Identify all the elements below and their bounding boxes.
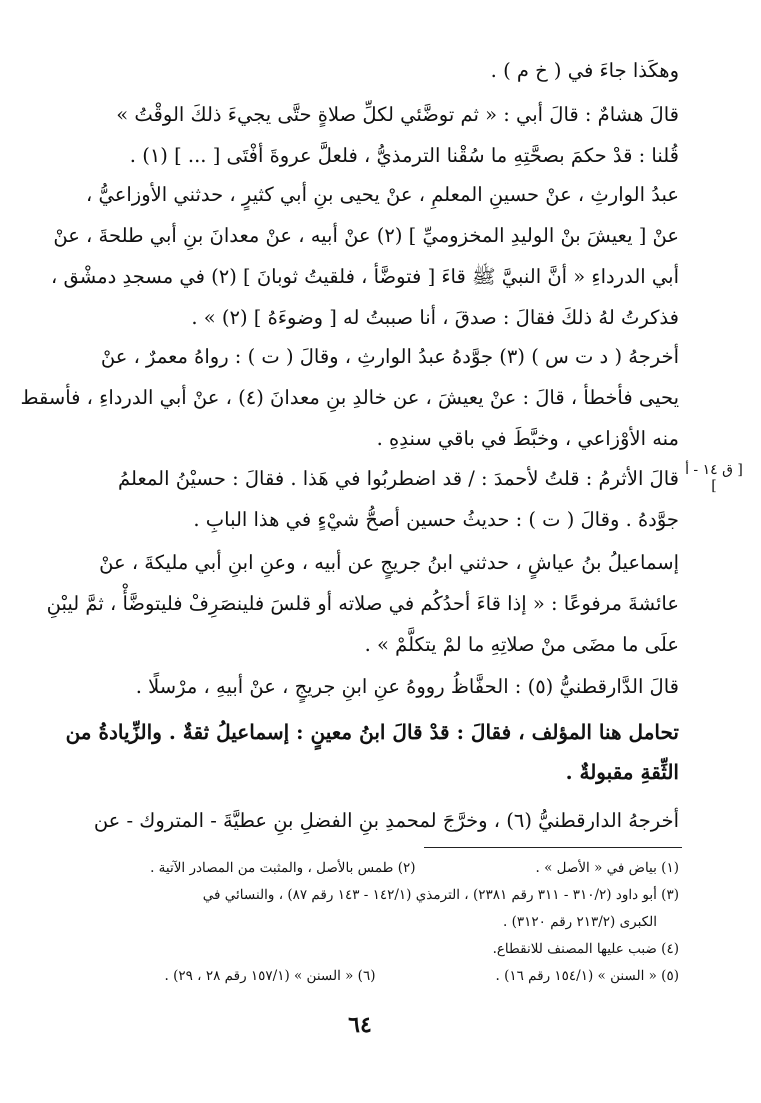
text-line: الثِّقةِ مقبولةٌ . [565, 760, 679, 784]
paragraph-5 [46, 542, 679, 665]
text-line: قُلنا : قدْ حكمَ بصحَّتِهِ ما سُقْنا الترمذيُّ ، فلعلَّ عروةَ أفْتَى [ ... ] (١) . [129, 144, 679, 167]
footnote-2: (٢) طمس بالأصل ، والمثبت من المصادر الآتية . [150, 860, 416, 876]
author-commentary [65, 712, 679, 792]
text-line: تحامل هنا المؤلف ، فقالَ : قدْ قالَ ابنُ معينٍ : إسماعيلُ ثقةٌ . والزِّيادةُ من [65, 720, 679, 744]
page-number: ٦٤ [348, 1012, 372, 1038]
text-line: قالَ الأثرمُ : قلتُ لأحمدَ : / قد اضطربُوا في هَذا . فقالَ : حسيْنُ المعلمُ [118, 467, 679, 490]
text-line: أخرجهُ ( د ت س ) (٣) جوَّدهُ عبدُ الوارثِ ، وقالَ ( ت ) : رواهُ معمرٌ ، عنْ [100, 345, 679, 368]
text-line: وهكَذا جاءَ في ( خ م ) . [490, 59, 679, 82]
paragraph-4 [79, 458, 679, 540]
footnote-4: (٤) ضبب عليها المصنف للانقطاع. [492, 941, 679, 957]
manuscript-folio-marker: [ ق ١٤ - أ ] [685, 462, 743, 494]
footnote-3-continued: الكبرى (٢١٣/٢ رقم ٣١٢٠) . [503, 914, 657, 930]
footnote-3: (٣) أبو داود (٣١٠/٢ - ٣١١ رقم ٢٣٨١) ، الترمذي (١٤٢/١ - ١٤٣ رقم ٨٧) ، والنسائي في [202, 887, 679, 903]
paragraph-1 [79, 94, 679, 176]
paragraph-8 [79, 800, 679, 841]
text-line: علَى ما مضَى منْ صلاتِهِ ما لمْ يتكلَّمْ » . [364, 633, 679, 656]
footnote-1: (١) بياض في « الأصل » . [535, 860, 679, 876]
footnote-divider [424, 847, 682, 848]
text-line: أخرجهُ الدارقطنيُّ (٦) ، وخرَّجَ لمحمدِ بنِ الفضلِ بنِ عطيَّةَ - المتروك - عن [93, 809, 679, 832]
text-line: قالَ هشامٌ : قالَ أبي : « ثم توضَّئي لكلِّ صلاةٍ حتَّى يجيءَ ذلكَ الوقْتُ » [116, 103, 679, 126]
paragraph-0 [79, 50, 679, 91]
text-line: فذكرتُ لهُ ذلكَ فقالَ : صدقَ ، أنا صببتُ له [ وضوءَهُ ] (٢) » . [191, 306, 679, 329]
text-line: قالَ الدَّارقطنيُّ (٥) : الحفَّاظُ رووهُ عنِ ابنِ جريجٍ ، عنْ أبيهِ ، مرْسلًا . [135, 675, 679, 698]
text-line: منه الأوْزاعي ، وخبَّطَ في باقي سندِهِ . [376, 427, 679, 450]
paragraph-3 [20, 336, 679, 459]
text-line: جوَّدهُ . وقالَ ( ت ) : حديثُ حسين أصحُّ شيْءٍ في هذا البابِ . [193, 508, 679, 531]
footnote-5: (٥) « السنن » (١٥٤/١ رقم ١٦) . [495, 968, 679, 984]
text-line: عنْ [ يعيشَ بنْ الوليدِ المخزوميِّ ] (٢) عنْ أبيه ، عنْ معدانَ بنِ أبي طلحةَ ، عنْ [53, 224, 679, 247]
text-line: عبدُ الوارثِ ، عنْ حسينِ المعلمِ ، عنْ يحيى بنِ أبي كثيرٍ ، حدثني الأوزاعيُّ ، [85, 183, 679, 206]
text-line: عائشةَ مرفوعًا : « إذا قاءَ أحدُكُم في صلاته أو قلسَ فلينصَرِفْ فليتوضَّأْ ، ثمَّ ليبْنِ [46, 592, 679, 615]
text-line: يحيى فأخطأ ، قالَ : عنْ يعيشَ ، عن خالدِ بنِ معدانَ (٤) ، عنْ أبي الدرداءِ ، فأسقط [20, 386, 679, 409]
footnotes [79, 855, 679, 990]
footnote-6: (٦) « السنن » (١٥٧/١ رقم ٢٨ ، ٢٩) . [164, 968, 376, 984]
text-line: أبي الدرداءِ « أنَّ النبيَّ ﷺ قاءَ [ فتوضَّأ ، فلقيتُ ثوبانَ ] (٢) في مسجدِ دمشْق ، [51, 265, 679, 288]
paragraph-2 [51, 174, 679, 338]
paragraph-6 [79, 666, 679, 707]
text-line: إسماعيلُ بنُ عياشٍ ، حدثني ابنُ جريجٍ عن أبيه ، وعنِ ابنِ أبي مليكةَ ، عنْ [99, 551, 679, 574]
